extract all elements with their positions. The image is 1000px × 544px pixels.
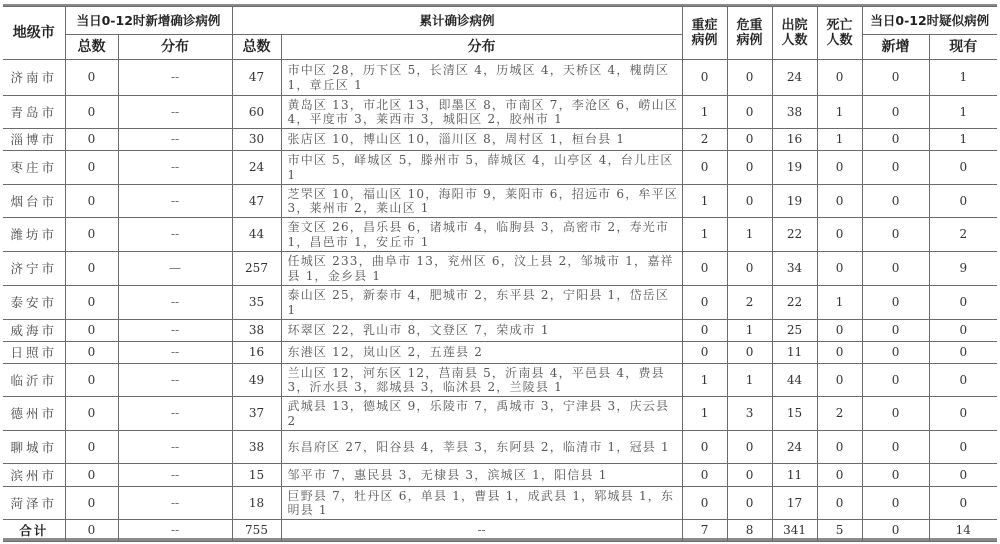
discharged-count: 11 — [772, 342, 817, 364]
table-row — [3, 431, 997, 464]
severe-count: 0 — [682, 60, 727, 96]
severe-count: 0 — [682, 252, 727, 286]
table-row — [3, 320, 997, 342]
cum-distribution: 市中区 28，历下区 5，长清区 4，历城区 4，天桥区 4，槐荫区 1，章丘区 1 — [281, 60, 682, 96]
header-deaths: 死亡人数 — [817, 7, 862, 60]
new-distribution: -- — [118, 520, 232, 542]
city-name: 聊城市 — [3, 431, 65, 464]
critical-count: 0 — [727, 464, 772, 487]
table-row — [3, 286, 997, 320]
discharged-count: 22 — [772, 218, 817, 252]
suspected-current: 1 — [929, 60, 997, 96]
city-name: 泰安市 — [3, 286, 65, 320]
discharged-count: 11 — [772, 464, 817, 487]
cum-total: 37 — [232, 397, 281, 431]
header-new-total: 总数 — [65, 35, 118, 60]
cum-total: 18 — [232, 487, 281, 520]
suspected-new: 0 — [862, 185, 929, 218]
table-row — [3, 60, 997, 96]
suspected-new: 0 — [862, 464, 929, 487]
city-name: 威海市 — [3, 320, 65, 342]
new-distribution: -- — [118, 185, 232, 218]
severe-count: 1 — [682, 364, 727, 397]
cum-total: 60 — [232, 96, 281, 129]
new-total: 0 — [65, 286, 118, 320]
city-name: 滨州市 — [3, 464, 65, 487]
cum-distribution: 兰山区 12，河东区 12，莒南县 5，沂南县 4，平邑县 4，费县 3，沂水县 3，郯城县 3，临沭县 2，兰陵县 1 — [281, 364, 682, 397]
discharged-count: 19 — [772, 151, 817, 185]
deaths-count: 0 — [817, 252, 862, 286]
discharged-count: 24 — [772, 60, 817, 96]
header-cumulative: 累计确诊病例 — [232, 7, 682, 35]
new-total: 0 — [65, 96, 118, 129]
suspected-current: 0 — [929, 464, 997, 487]
cum-total: 38 — [232, 320, 281, 342]
deaths-count: 0 — [817, 185, 862, 218]
suspected-new: 0 — [862, 60, 929, 96]
suspected-current: 1 — [929, 96, 997, 129]
suspected-current: 14 — [929, 520, 997, 542]
discharged-count: 16 — [772, 129, 817, 151]
cum-distribution: 环翠区 22，乳山市 8，文登区 7，荣成市 1 — [281, 320, 682, 342]
severe-count: 0 — [682, 487, 727, 520]
new-total: 0 — [65, 218, 118, 252]
cum-total: 44 — [232, 218, 281, 252]
new-distribution: -- — [118, 320, 232, 342]
critical-count: 8 — [727, 520, 772, 542]
suspected-new: 0 — [862, 320, 929, 342]
new-distribution: -- — [118, 218, 232, 252]
new-distribution: -- — [118, 397, 232, 431]
severe-count: 1 — [682, 397, 727, 431]
header-discharged: 出院人数 — [772, 7, 817, 60]
discharged-count: 17 — [772, 487, 817, 520]
new-distribution: -- — [118, 129, 232, 151]
discharged-count: 38 — [772, 96, 817, 129]
new-distribution: -- — [118, 487, 232, 520]
suspected-current: 0 — [929, 431, 997, 464]
new-distribution: -- — [118, 431, 232, 464]
critical-count: 1 — [727, 320, 772, 342]
new-distribution: -- — [118, 286, 232, 320]
critical-count: 1 — [727, 364, 772, 397]
new-distribution: -- — [118, 96, 232, 129]
cum-distribution: 东昌府区 27，阳谷县 4，莘县 3，东阿县 2，临清市 1，冠县 1 — [281, 431, 682, 464]
table-row — [3, 342, 997, 364]
cum-total: 47 — [232, 60, 281, 96]
total-row — [3, 520, 997, 542]
header-suspected: 当日0-12时疑似病例 — [862, 7, 997, 35]
suspected-current: 0 — [929, 151, 997, 185]
city-name: 枣庄市 — [3, 151, 65, 185]
cum-distribution: 巨野县 7，牡丹区 6，单县 1，曹县 1，成武县 1，郓城县 1，东明县 1 — [281, 487, 682, 520]
header-severe: 重症病例 — [682, 7, 727, 60]
table-row — [3, 364, 997, 397]
severe-count: 2 — [682, 129, 727, 151]
critical-count: 3 — [727, 397, 772, 431]
new-distribution: -- — [118, 151, 232, 185]
cum-total: 15 — [232, 464, 281, 487]
severe-count: 1 — [682, 96, 727, 129]
cum-distribution: 任城区 233，曲阜市 13，兖州区 6，汶上县 2，邹城市 1，嘉祥县 1，金乡县 1 — [281, 252, 682, 286]
new-distribution: — — [118, 252, 232, 286]
new-total: 0 — [65, 364, 118, 397]
critical-count: 0 — [727, 129, 772, 151]
table-row — [3, 464, 997, 487]
new-total: 0 — [65, 151, 118, 185]
new-total: 0 — [65, 431, 118, 464]
header-city: 地级市 — [3, 7, 65, 60]
discharged-count: 34 — [772, 252, 817, 286]
header-suspected-current: 现有 — [929, 35, 997, 60]
new-total: 0 — [65, 397, 118, 431]
discharged-count: 24 — [772, 431, 817, 464]
city-name: 菏泽市 — [3, 487, 65, 520]
severe-count: 0 — [682, 320, 727, 342]
cum-distribution: 泰山区 25，新泰市 4，肥城市 2，东平县 2，宁阳县 1，岱岳区 1 — [281, 286, 682, 320]
cum-total: 47 — [232, 185, 281, 218]
new-total: 0 — [65, 464, 118, 487]
suspected-new: 0 — [862, 342, 929, 364]
deaths-count: 0 — [817, 487, 862, 520]
cum-distribution: 张店区 10，博山区 10，淄川区 8，周村区 1，桓台县 1 — [281, 129, 682, 151]
suspected-new: 0 — [862, 520, 929, 542]
header-cum-distribution: 分布 — [281, 35, 682, 60]
header-critical: 危重病例 — [727, 7, 772, 60]
discharged-count: 15 — [772, 397, 817, 431]
severe-count: 0 — [682, 464, 727, 487]
city-name: 淄博市 — [3, 129, 65, 151]
suspected-current: 0 — [929, 342, 997, 364]
discharged-count: 19 — [772, 185, 817, 218]
city-name: 济南市 — [3, 60, 65, 96]
city-name: 日照市 — [3, 342, 65, 364]
deaths-count: 0 — [817, 320, 862, 342]
cum-distribution: 奎文区 26，昌乐县 6，诸城市 4，临朐县 3，高密市 2，寿光市 1，昌邑市 1，安丘市 1 — [281, 218, 682, 252]
new-total: 0 — [65, 185, 118, 218]
table-row — [3, 397, 997, 431]
suspected-new: 0 — [862, 129, 929, 151]
suspected-current: 1 — [929, 129, 997, 151]
severe-count: 0 — [682, 286, 727, 320]
cum-total: 755 — [232, 520, 281, 542]
city-name: 潍坊市 — [3, 218, 65, 252]
new-total: 0 — [65, 252, 118, 286]
severe-count: 0 — [682, 342, 727, 364]
covid-cases-table — [3, 6, 997, 542]
table-row — [3, 96, 997, 129]
table-row — [3, 487, 997, 520]
cum-total: 35 — [232, 286, 281, 320]
city-name: 青岛市 — [3, 96, 65, 129]
suspected-new: 0 — [862, 364, 929, 397]
suspected-current: 0 — [929, 397, 997, 431]
suspected-new: 0 — [862, 487, 929, 520]
table-row — [3, 252, 997, 286]
deaths-count: 0 — [817, 60, 862, 96]
critical-count: 0 — [727, 252, 772, 286]
suspected-new: 0 — [862, 218, 929, 252]
cum-distribution: 东港区 12，岚山区 2，五莲县 2 — [281, 342, 682, 364]
suspected-current: 2 — [929, 218, 997, 252]
critical-count: 0 — [727, 96, 772, 129]
suspected-current: 0 — [929, 487, 997, 520]
city-name: 临沂市 — [3, 364, 65, 397]
critical-count: 0 — [727, 185, 772, 218]
deaths-count: 1 — [817, 96, 862, 129]
discharged-count: 25 — [772, 320, 817, 342]
discharged-count: 341 — [772, 520, 817, 542]
new-distribution: -- — [118, 342, 232, 364]
header-new-confirmed: 当日0-12时新增确诊病例 — [65, 7, 232, 35]
deaths-count: 0 — [817, 431, 862, 464]
new-total: 0 — [65, 520, 118, 542]
table-row — [3, 218, 997, 252]
table-row — [3, 151, 997, 185]
city-name: 合计 — [3, 520, 65, 542]
deaths-count: 1 — [817, 286, 862, 320]
cum-distribution: -- — [281, 520, 682, 542]
suspected-new: 0 — [862, 252, 929, 286]
table-row — [3, 129, 997, 151]
city-name: 烟台市 — [3, 185, 65, 218]
suspected-new: 0 — [862, 151, 929, 185]
cum-total: 49 — [232, 364, 281, 397]
suspected-current: 0 — [929, 286, 997, 320]
city-name: 济宁市 — [3, 252, 65, 286]
deaths-count: 0 — [817, 464, 862, 487]
cum-total: 30 — [232, 129, 281, 151]
cum-distribution: 武城县 13，德城区 9，乐陵市 7，禹城市 3，宁津县 3，庆云县 2 — [281, 397, 682, 431]
critical-count: 2 — [727, 286, 772, 320]
discharged-count: 44 — [772, 364, 817, 397]
cum-total: 24 — [232, 151, 281, 185]
suspected-current: 0 — [929, 320, 997, 342]
discharged-count: 22 — [772, 286, 817, 320]
cum-total: 16 — [232, 342, 281, 364]
new-distribution: -- — [118, 364, 232, 397]
new-total: 0 — [65, 60, 118, 96]
severe-count: 7 — [682, 520, 727, 542]
deaths-count: 1 — [817, 129, 862, 151]
header-cum-total: 总数 — [232, 35, 281, 60]
city-name: 德州市 — [3, 397, 65, 431]
suspected-new: 0 — [862, 431, 929, 464]
critical-count: 0 — [727, 487, 772, 520]
deaths-count: 0 — [817, 342, 862, 364]
new-total: 0 — [65, 129, 118, 151]
deaths-count: 0 — [817, 151, 862, 185]
suspected-new: 0 — [862, 96, 929, 129]
suspected-new: 0 — [862, 397, 929, 431]
cum-distribution: 芝罘区 10，福山区 10，海阳市 9，莱阳市 6，招远市 6，牟平区 3，莱州市 2，莱山区 1 — [281, 185, 682, 218]
severe-count: 0 — [682, 431, 727, 464]
new-distribution: -- — [118, 60, 232, 96]
cum-distribution: 黄岛区 13，市北区 13，即墨区 8，市南区 7，李沧区 6，崂山区 4，平度市 3，莱西市 3，城阳区 2，胶州市 1 — [281, 96, 682, 129]
critical-count: 0 — [727, 431, 772, 464]
suspected-current: 9 — [929, 252, 997, 286]
critical-count: 0 — [727, 342, 772, 364]
cum-distribution: 市中区 5，峄城区 5，滕州市 5，薛城区 4，山亭区 4，台儿庄区 1 — [281, 151, 682, 185]
critical-count: 1 — [727, 218, 772, 252]
table-row — [3, 185, 997, 218]
deaths-count: 5 — [817, 520, 862, 542]
cum-total: 38 — [232, 431, 281, 464]
cum-distribution: 邹平市 7，惠民县 3，无棣县 3，滨城区 1，阳信县 1 — [281, 464, 682, 487]
deaths-count: 2 — [817, 397, 862, 431]
suspected-current: 0 — [929, 185, 997, 218]
new-total: 0 — [65, 342, 118, 364]
critical-count: 0 — [727, 60, 772, 96]
severe-count: 0 — [682, 151, 727, 185]
suspected-new: 0 — [862, 286, 929, 320]
critical-count: 0 — [727, 151, 772, 185]
header-new-distribution: 分布 — [118, 35, 232, 60]
new-total: 0 — [65, 487, 118, 520]
severe-count: 1 — [682, 218, 727, 252]
severe-count: 1 — [682, 185, 727, 218]
cum-total: 257 — [232, 252, 281, 286]
header-suspected-new: 新增 — [862, 35, 929, 60]
deaths-count: 0 — [817, 364, 862, 397]
new-distribution: -- — [118, 464, 232, 487]
deaths-count: 0 — [817, 218, 862, 252]
suspected-current: 0 — [929, 364, 997, 397]
new-total: 0 — [65, 320, 118, 342]
